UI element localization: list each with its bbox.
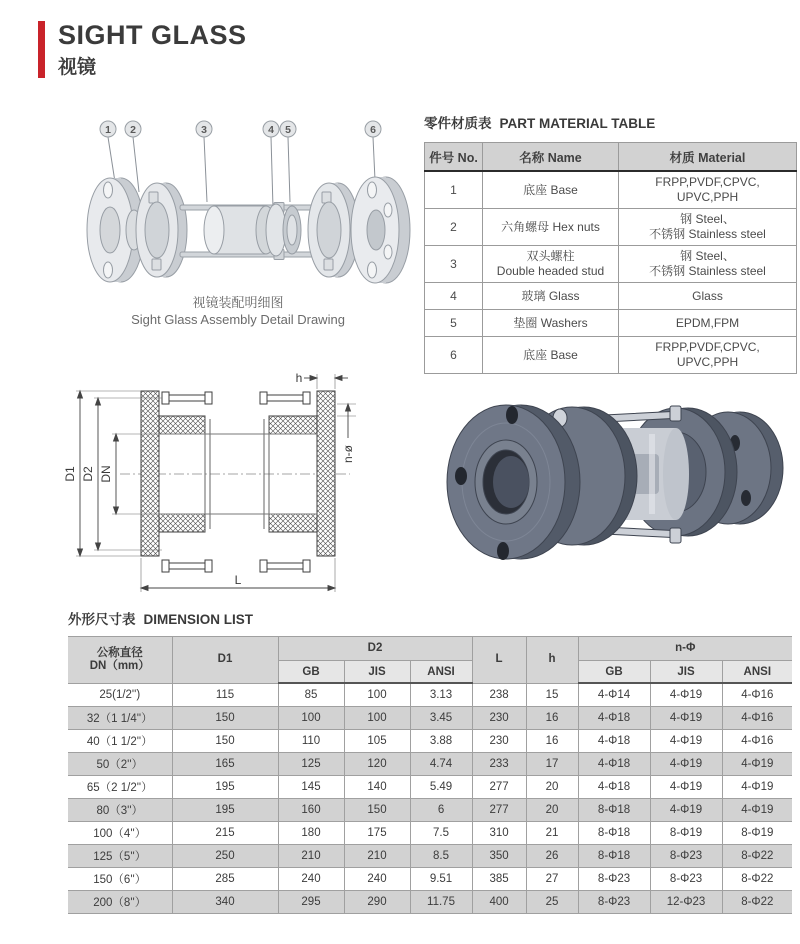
dimension-cell: 350 bbox=[472, 845, 526, 868]
dimension-cell: 4-Φ19 bbox=[650, 799, 722, 822]
material-cell: 钢 Steel、 不锈钢 Stainless steel bbox=[619, 246, 797, 283]
dimension-cell: 250 bbox=[172, 845, 278, 868]
dimension-cell: 240 bbox=[344, 868, 410, 891]
material-row bbox=[425, 283, 797, 310]
dimension-cell: 8-Φ18 bbox=[578, 822, 650, 845]
material-row bbox=[425, 246, 797, 283]
dimension-cell: 4-Φ16 bbox=[722, 707, 792, 730]
material-cell: 玻璃 Glass bbox=[483, 283, 619, 310]
dimension-cell: 215 bbox=[172, 822, 278, 845]
dimension-cell: 9.51 bbox=[410, 868, 472, 891]
material-cell: 底座 Base bbox=[483, 337, 619, 374]
dimension-cell: 230 bbox=[472, 730, 526, 753]
dimension-cell: 110 bbox=[278, 730, 344, 753]
dimension-cell: 4-Φ19 bbox=[650, 707, 722, 730]
dimension-cell: 195 bbox=[172, 776, 278, 799]
dimension-cell: 125（5''） bbox=[68, 845, 172, 868]
dimension-cell: 8-Φ18 bbox=[578, 845, 650, 868]
header-dn-zh: 公称直径 bbox=[96, 646, 143, 659]
dimension-cell: 150（6''） bbox=[68, 868, 172, 891]
dimension-cell: 8-Φ19 bbox=[650, 822, 722, 845]
assembly-exploded-view-image bbox=[52, 112, 424, 290]
material-cell: Glass bbox=[619, 283, 797, 310]
dimension-cell: 277 bbox=[472, 799, 526, 822]
part-material-section bbox=[424, 112, 796, 374]
dimension-cell: 125 bbox=[278, 753, 344, 776]
dimension-cell: 4-Φ14 bbox=[578, 683, 650, 707]
part-backing-flange-left bbox=[136, 183, 187, 277]
dim-label-l: L bbox=[234, 573, 242, 587]
callout-1: 1 bbox=[105, 124, 111, 136]
accent-bar bbox=[38, 21, 45, 78]
header-nphi-jis: JIS bbox=[650, 661, 722, 684]
header-d2: D2 bbox=[278, 637, 472, 661]
dimension-cell: 233 bbox=[472, 753, 526, 776]
dimension-cell: 85 bbox=[278, 683, 344, 707]
dimension-list-section bbox=[68, 608, 792, 914]
dimension-cell: 32（1 1/4''） bbox=[68, 707, 172, 730]
dimension-cell: 8-Φ22 bbox=[722, 868, 792, 891]
dimension-cell: 4-Φ19 bbox=[650, 683, 722, 707]
material-cell: 1 bbox=[425, 171, 483, 209]
dimension-lines bbox=[78, 376, 351, 591]
dimension-cell: 15 bbox=[526, 683, 578, 707]
dimension-cell: 100 bbox=[344, 683, 410, 707]
header-dn bbox=[68, 637, 172, 684]
material-cell: 六角螺母 Hex nuts bbox=[483, 209, 619, 246]
dimension-row bbox=[68, 753, 792, 776]
header-d2-jis: JIS bbox=[344, 661, 410, 684]
dimension-cell: 4-Φ19 bbox=[722, 753, 792, 776]
material-header-no: 件号 No. bbox=[425, 143, 483, 172]
material-cell: EPDM,FPM bbox=[619, 310, 797, 337]
part-material-table bbox=[424, 142, 797, 374]
dimension-cell: 4-Φ19 bbox=[722, 799, 792, 822]
dimension-cell: 180 bbox=[278, 822, 344, 845]
dimension-cell: 4-Φ18 bbox=[578, 776, 650, 799]
dimension-row bbox=[68, 822, 792, 845]
dimension-row bbox=[68, 730, 792, 753]
material-header-material: 材质 Material bbox=[619, 143, 797, 172]
dimension-cell: 26 bbox=[526, 845, 578, 868]
material-cell: 2 bbox=[425, 209, 483, 246]
section-body bbox=[141, 391, 335, 556]
header-dn-en: DN（mm） bbox=[89, 659, 150, 672]
dimension-cell: 105 bbox=[344, 730, 410, 753]
part-base-flange-right bbox=[351, 177, 410, 283]
dimension-cell: 4.74 bbox=[410, 753, 472, 776]
photo-flange-left-front bbox=[447, 405, 580, 560]
dimension-cell: 4-Φ19 bbox=[722, 776, 792, 799]
dimension-cell: 150 bbox=[172, 707, 278, 730]
dimension-cell: 6 bbox=[410, 799, 472, 822]
dim-label-dn: DN bbox=[99, 465, 113, 483]
dimension-cell: 150 bbox=[172, 730, 278, 753]
dimension-cell: 4-Φ19 bbox=[650, 753, 722, 776]
dimension-cell: 17 bbox=[526, 753, 578, 776]
dimension-cell: 8-Φ23 bbox=[578, 868, 650, 891]
dimension-cell: 340 bbox=[172, 891, 278, 914]
dimension-cell: 100 bbox=[344, 707, 410, 730]
dimension-cell: 200（8''） bbox=[68, 891, 172, 914]
dimension-cell: 295 bbox=[278, 891, 344, 914]
callout-5: 5 bbox=[285, 124, 291, 136]
dimension-table bbox=[68, 636, 792, 914]
dimension-cell: 8-Φ23 bbox=[650, 868, 722, 891]
dimension-cell: 240 bbox=[278, 868, 344, 891]
part-washer bbox=[283, 206, 301, 254]
dim-label-h: h bbox=[295, 371, 303, 385]
dimension-cell: 8.5 bbox=[410, 845, 472, 868]
dimension-row bbox=[68, 868, 792, 891]
dimension-cell: 290 bbox=[344, 891, 410, 914]
dimension-cell: 195 bbox=[172, 799, 278, 822]
dimension-cell: 4-Φ19 bbox=[650, 730, 722, 753]
dimension-cell: 210 bbox=[278, 845, 344, 868]
dimension-cell: 65（2 1/2''） bbox=[68, 776, 172, 799]
part-glass-tube bbox=[204, 206, 276, 254]
dimension-cell: 8-Φ22 bbox=[722, 845, 792, 868]
dimension-cell: 145 bbox=[278, 776, 344, 799]
dimension-row bbox=[68, 799, 792, 822]
dim-label-d1: D1 bbox=[63, 466, 77, 482]
material-table-title-zh: 零件材质表 bbox=[424, 116, 492, 131]
dimension-cell: 20 bbox=[526, 776, 578, 799]
dimension-cell: 7.5 bbox=[410, 822, 472, 845]
dimension-cell: 20 bbox=[526, 799, 578, 822]
dimension-cell: 8-Φ19 bbox=[722, 822, 792, 845]
material-row bbox=[425, 310, 797, 337]
header-d2-gb: GB bbox=[278, 661, 344, 684]
material-row bbox=[425, 171, 797, 209]
header-l: L bbox=[472, 637, 526, 684]
material-cell: 垫圈 Washers bbox=[483, 310, 619, 337]
assembly-caption-en: Sight Glass Assembly Detail Drawing bbox=[131, 312, 345, 327]
dimension-cell: 277 bbox=[472, 776, 526, 799]
material-row bbox=[425, 209, 797, 246]
page-title-zh: 视镜 bbox=[58, 57, 97, 78]
dim-label-d2: D2 bbox=[81, 466, 95, 482]
material-header-name: 名称 Name bbox=[483, 143, 619, 172]
dim-label-n-phi: n-ø bbox=[341, 445, 355, 463]
dimension-cell: 238 bbox=[472, 683, 526, 707]
dimension-row bbox=[68, 683, 792, 707]
part-base-flange-left bbox=[87, 178, 144, 282]
assembly-caption-zh: 视镜装配明细图 bbox=[192, 295, 284, 310]
assembly-drawing-block bbox=[52, 112, 424, 327]
dimension-cell: 50（2''） bbox=[68, 753, 172, 776]
dimension-cell: 25 bbox=[526, 891, 578, 914]
callout-3: 3 bbox=[201, 124, 207, 136]
header-h: h bbox=[526, 637, 578, 684]
dimension-cell: 400 bbox=[472, 891, 526, 914]
dimension-cell: 4-Φ16 bbox=[722, 683, 792, 707]
dimension-cell: 16 bbox=[526, 707, 578, 730]
header-d1: D1 bbox=[172, 637, 278, 684]
dimension-table-title bbox=[68, 608, 792, 628]
material-header-row bbox=[425, 143, 797, 172]
material-cell: FRPP,PVDF,CPVC, UPVC,PPH bbox=[619, 337, 797, 374]
dimension-cell: 8-Φ22 bbox=[722, 891, 792, 914]
header-nphi-ansi: ANSI bbox=[722, 661, 792, 684]
dimension-cell: 140 bbox=[344, 776, 410, 799]
dimension-cell: 120 bbox=[344, 753, 410, 776]
material-cell: 3 bbox=[425, 246, 483, 283]
material-cell: 底座 Base bbox=[483, 171, 619, 209]
material-cell: 6 bbox=[425, 337, 483, 374]
dimension-cell: 8-Φ23 bbox=[650, 845, 722, 868]
dimension-row bbox=[68, 891, 792, 914]
dimension-cell: 3.13 bbox=[410, 683, 472, 707]
dimension-cell: 5.49 bbox=[410, 776, 472, 799]
dimension-cell: 230 bbox=[472, 707, 526, 730]
dimension-cell: 4-Φ18 bbox=[578, 753, 650, 776]
dimension-cell: 4-Φ18 bbox=[578, 730, 650, 753]
dimension-cell: 27 bbox=[526, 868, 578, 891]
header-n-phi: n-Φ bbox=[578, 637, 792, 661]
dimension-cell: 175 bbox=[344, 822, 410, 845]
material-cell: 钢 Steel、 不锈钢 Stainless steel bbox=[619, 209, 797, 246]
page-title: SIGHT GLASS bbox=[58, 20, 247, 50]
dimension-cell: 285 bbox=[172, 868, 278, 891]
material-table-title bbox=[424, 112, 796, 132]
material-cell: 5 bbox=[425, 310, 483, 337]
dimension-cell: 210 bbox=[344, 845, 410, 868]
material-cell: 双头螺柱 Double headed stud bbox=[483, 246, 619, 283]
callout-2: 2 bbox=[130, 124, 136, 136]
dimension-cell: 100 bbox=[278, 707, 344, 730]
material-table-title-en: PART MATERIAL TABLE bbox=[499, 116, 656, 131]
material-cell: 4 bbox=[425, 283, 483, 310]
dimension-cell: 25(1/2'') bbox=[68, 683, 172, 707]
header-nphi-gb: GB bbox=[578, 661, 650, 684]
dimension-cell: 100（4''） bbox=[68, 822, 172, 845]
dimension-cell: 11.75 bbox=[410, 891, 472, 914]
dimension-cell: 3.88 bbox=[410, 730, 472, 753]
dimension-table-title-zh: 外形尺寸表 bbox=[68, 612, 136, 627]
dimension-cell: 12-Φ23 bbox=[650, 891, 722, 914]
dimension-cell: 3.45 bbox=[410, 707, 472, 730]
dimension-cell: 4-Φ18 bbox=[578, 707, 650, 730]
extension-lines bbox=[76, 374, 356, 592]
dimension-table-title-en: DIMENSION LIST bbox=[143, 612, 254, 627]
dimension-cell: 21 bbox=[526, 822, 578, 845]
dimension-cell: 8-Φ23 bbox=[578, 891, 650, 914]
dimension-cell: 4-Φ19 bbox=[650, 776, 722, 799]
callout-4: 4 bbox=[268, 124, 274, 136]
dimension-cell: 150 bbox=[344, 799, 410, 822]
dimension-cell: 310 bbox=[472, 822, 526, 845]
dimension-cell: 80（3''） bbox=[68, 799, 172, 822]
material-cell: FRPP,PVDF,CPVC, UPVC,PPH bbox=[619, 171, 797, 209]
dimension-cell: 165 bbox=[172, 753, 278, 776]
dimension-cell: 8-Φ18 bbox=[578, 799, 650, 822]
callout-6: 6 bbox=[370, 124, 376, 136]
dimension-cell: 16 bbox=[526, 730, 578, 753]
dimension-cell: 4-Φ16 bbox=[722, 730, 792, 753]
dimension-cell: 115 bbox=[172, 683, 278, 707]
dimension-row bbox=[68, 707, 792, 730]
dimension-cell: 160 bbox=[278, 799, 344, 822]
dimension-cell: 385 bbox=[472, 868, 526, 891]
dimension-row bbox=[68, 845, 792, 868]
callout-markers bbox=[100, 121, 381, 137]
dimension-row bbox=[68, 776, 792, 799]
header-d2-ansi: ANSI bbox=[410, 661, 472, 684]
dimension-drawing-image bbox=[58, 366, 358, 598]
dimension-header-row-1 bbox=[68, 637, 792, 661]
product-photo bbox=[424, 358, 790, 606]
dimension-cell: 40（1 1/2''） bbox=[68, 730, 172, 753]
